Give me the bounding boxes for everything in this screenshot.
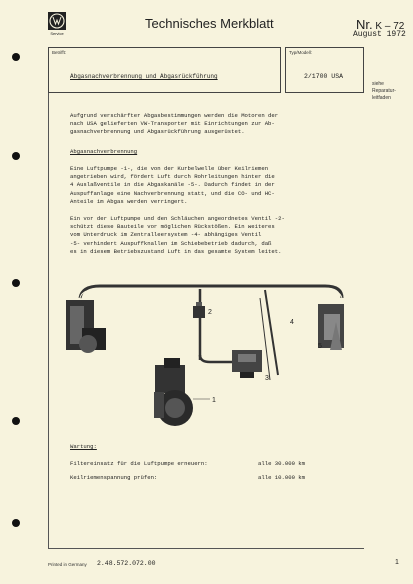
punch-hole [12, 279, 20, 287]
emission-system-diagram [60, 270, 360, 440]
maintenance-item: Filtereinsatz für die Luftpumpe erneuern: [70, 460, 208, 467]
text-line: Anteile im Abgas werden verringert. [70, 197, 188, 205]
type-label: Typ/Modell: [289, 50, 313, 55]
side-note [372, 81, 396, 102]
maintenance-title: Wartung: [70, 443, 97, 450]
text-line: 4 Auslaßventile in die Abgaskanäle -5-. Dadurch findet in der [70, 181, 275, 189]
document-date: August 1972 [353, 30, 406, 39]
text-line: vom Unterdruck im Zentralleersystem -4- abhängiges Ventil [70, 231, 262, 239]
text-line: es in diesem Betriebszustand Luft in das gesamte System leitet. [70, 247, 282, 255]
punch-hole [12, 152, 20, 160]
text-line: gasnachverbrennung und Abgasrückführung ausgerüstet. [70, 128, 245, 136]
side-note-line: siehe [372, 81, 384, 87]
label-4: 4 [290, 319, 294, 326]
side-note-line: Reparatur- [372, 88, 396, 94]
label-3: 3 [265, 375, 269, 382]
page-number: 1 [395, 559, 399, 566]
vw-logo [48, 12, 66, 30]
intro-text [70, 112, 278, 137]
text-line: nach USA gelieferten VW-Transporter mit Einrichtungen zur Ab- [70, 120, 275, 128]
punch-hole [12, 417, 20, 425]
maintenance-item: Keilriemenspannung prüfen: [70, 474, 158, 481]
type-value: 2/1700 USA [304, 73, 344, 80]
number-value: K – 72 [375, 21, 405, 32]
text-line: schützt diese Bauteile vor möglichen Rückstößen. Ein weiteres [70, 223, 275, 231]
text-line: Eine Luftpumpe -1-, die von der Kurbelwelle über Keilriemen [70, 165, 269, 172]
maintenance-value: alle 10.000 km [258, 474, 305, 481]
label-2: 2 [208, 309, 212, 316]
margin-rule [48, 93, 49, 548]
maintenance-row [70, 474, 157, 482]
side-note-line: leitfaden [372, 95, 391, 101]
bottom-rule [48, 548, 364, 549]
paragraph-2 [70, 215, 285, 256]
number-prefix: Nr. [356, 17, 373, 32]
left-cylinder-head [66, 300, 106, 353]
text-line: Auspuffanlage eine Nachverbrennung statt, und die CO- und HC- [70, 189, 275, 197]
punch-hole [12, 53, 20, 61]
section-heading: Abgasnachverbrennung [70, 148, 138, 155]
punch-hole [12, 519, 20, 527]
text-line: -5- verhindert Auspuffknallen im Schiebebetrieb dadurch, daß [70, 239, 272, 247]
paragraph-1 [70, 165, 275, 206]
air-pipe [80, 286, 342, 298]
subject-box [48, 47, 281, 93]
subject-label: Betrifft: [52, 50, 67, 55]
maintenance-row [70, 460, 208, 468]
document-code: 2.48.572.072.00 [97, 560, 156, 567]
label-1: 1 [212, 397, 216, 404]
text-line: Ein vor der Luftpumpe und den Schläuchen angeordnetes Ventil -2- [70, 215, 285, 222]
text-line: Aufgrund verschärfter Abgasbestimmungen werden die Motoren der [70, 112, 279, 119]
printed-in: Printed in Germany [48, 562, 87, 567]
text-line: angetrieben wird, fördert Luft durch Rohrleitungen hinter die [70, 173, 275, 181]
subject-value: Abgasnachverbrennung und Abgasrückführung [70, 73, 218, 80]
document-title: Technisches Merkblatt [145, 16, 274, 31]
logo-subtext: Service [50, 31, 64, 36]
label-5: 5 [318, 343, 322, 350]
air-pipe [80, 289, 342, 298]
maintenance-value: alle 30.000 km [258, 460, 305, 467]
